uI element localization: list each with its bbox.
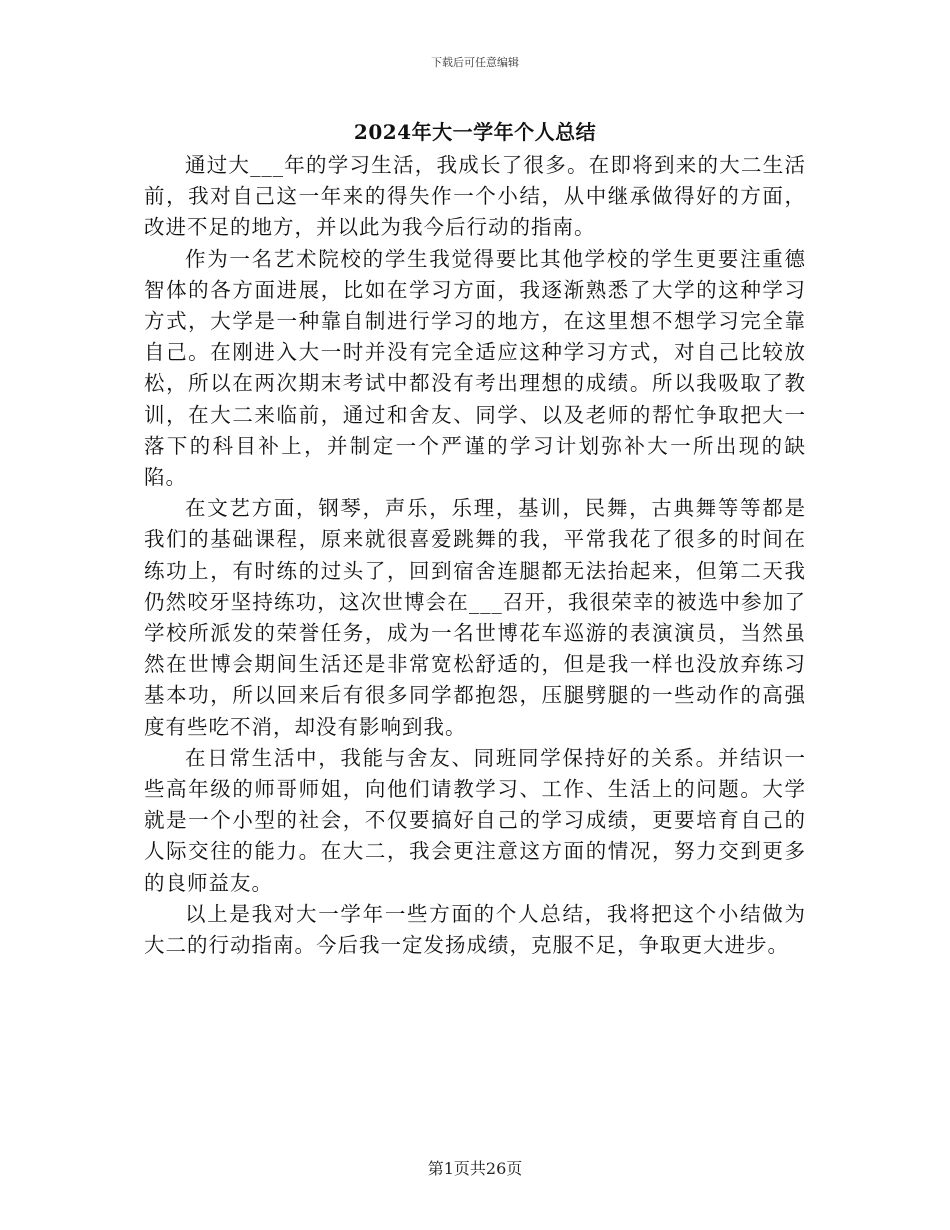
paragraph-intro: 通过大___年的学习生活，我成长了很多。在即将到来的大二生活前，我对自己这一年来的得失作一个小结，从中继承做得好的方面，改进不足的地方，并以此为我今后行动的指南。	[144, 153, 806, 240]
page-number: 第1页共26页	[427, 1159, 523, 1178]
paragraph-study: 作为一名艺术院校的学生我觉得要比其他学校的学生更要注重德智体的各方面进展，比如在学习方面，我逐渐熟悉了大学的这种学习方式，大学是一种靠自制进行学习的地方，在这里想不想学习完全靠自己。在刚进入大一时并没有完全适应这种学习方式，对自己比较放松，所以在两次期末考试中都没有考出理想的成绩。所以我吸取了教训，在大二来临前，通过和舍友、同学、以及老师的帮忙争取把大一落下的科目补上，并制定一个严谨的学习计划弥补大一所出现的缺陷。	[144, 246, 806, 490]
paragraph-arts: 在文艺方面，钢琴，声乐，乐理，基训，民舞，古典舞等等都是我们的基础课程，原来就很喜爱跳舞的我，平常我花了很多的时间在练功上，有时练的过头了，回到宿舍连腿都无法抬起来，但第二天我仍然咬牙坚持练功，这次世博会在___召开，我很荣幸的被选中参加了学校所派发的荣誉任务，成为一名世博花车巡游的表演演员，当然虽然在世博会期间生活还是非常宽松舒适的，但是我一样也没放弃练习基本功，所以回来后有很多同学都抱怨，压腿劈腿的一些动作的高强度有些吃不消，却没有影响到我。	[144, 496, 806, 739]
document-title: 2024年大一学年个人总结	[353, 120, 597, 144]
paragraph-conclusion: 以上是我对大一学年一些方面的个人总结，我将把这个小结做为大二的行动指南。今后我一定发扬成绩，克服不足，争取更大进步。	[144, 901, 806, 958]
header-note: 下载后可任意编辑	[431, 56, 519, 69]
document-body	[144, 150, 806, 961]
paragraph-daily-life: 在日常生活中，我能与舍友、同班同学保持好的关系。并结识一些高年级的师哥师姐，向他们请教学习、工作、生活上的问题。大学就是一个小型的社会，不仅要搞好自己的学习成绩，更要培育自己的人际交往的能力。在大二，我会更注意这方面的情况，努力交到更多的良师益友。	[144, 745, 806, 895]
